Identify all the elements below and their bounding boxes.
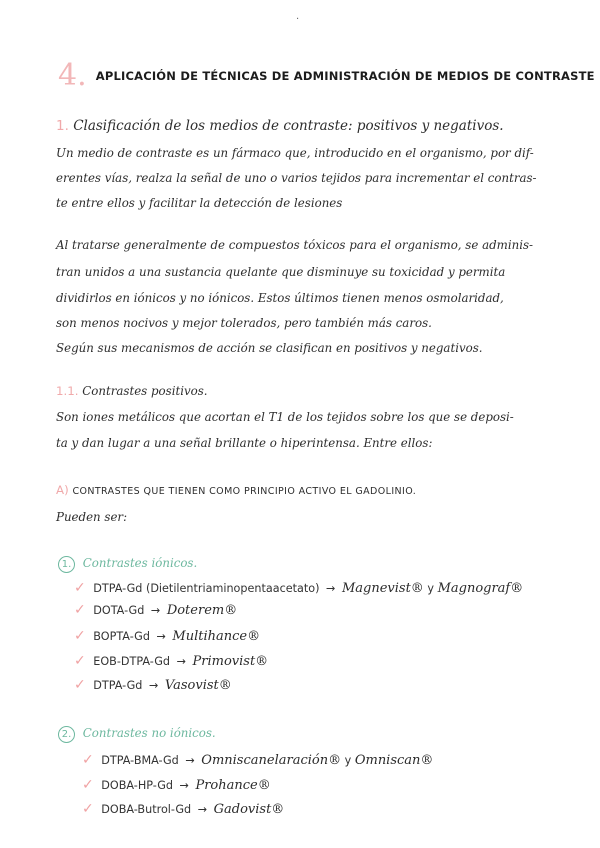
arrow-icon: → (156, 630, 166, 643)
section1-para2-line5: Según sus mecanismos de acción se clasifican en positivos y negativos. (56, 341, 483, 355)
section1-para1-line3: te entre ellos y facilitar la detección de lesiones (56, 196, 343, 210)
section1-number: 1. (56, 118, 69, 134)
brand: Omniscanelaración® (201, 753, 342, 768)
section1-para2-line1: Al tratarse generalmente de compuestos tóxicos para el organismo, se adminis- (56, 238, 534, 252)
arrow-icon: → (197, 803, 208, 816)
brand-secondary: Omniscan® (354, 753, 434, 768)
brand-secondary: Magnograf® (437, 581, 524, 596)
compound: BOPTA-Gd (93, 630, 150, 643)
subsection11-line2: ta y dan lugar a una señal brillante o hiperintensa. Entre ellos: (56, 436, 433, 450)
subsection11-heading-text: Contrastes positivos. (82, 384, 208, 398)
nonionic-heading-text: Contrastes no iónicos. (82, 726, 216, 740)
subsectionA-heading (56, 483, 576, 497)
subsectionA-heading-text: CONTRASTES QUE TIENEN COMO PRINCIPIO ACTIVO EL GADOLINIO. (72, 486, 417, 497)
compound: DTPA-Gd (Dietilentriaminopentaacetato) (93, 582, 320, 595)
compound: DOBA-Butrol-Gd (101, 803, 192, 816)
section1-para1-line2: erentes vías, realza la señal de uno o varios tejidos para incrementar el contras- (56, 171, 537, 185)
subsection11-number: 1.1. (56, 384, 79, 398)
check-icon: ✓ (74, 580, 86, 596)
compound: EOB-DTPA-Gd (93, 655, 170, 668)
subsection11-line1: Son iones metálicos que acortan el T1 de los tejidos sobre los que se deposi- (56, 410, 514, 424)
list-item (82, 777, 271, 793)
section1-para2-line3: dividirlos en iónicos y no iónicos. Estos últimos tienen menos osmolaridad, (56, 291, 504, 305)
page-dot: · (296, 14, 300, 25)
arrow-icon: → (150, 604, 161, 617)
list-item (74, 580, 523, 596)
list-item (82, 752, 433, 768)
arrow-icon: → (176, 655, 186, 668)
brand: Magnevist® (341, 581, 424, 596)
subsection11-heading (56, 384, 576, 398)
arrow-icon: → (326, 582, 336, 595)
check-icon: ✓ (74, 602, 86, 618)
brand: Gadovist® (213, 802, 285, 817)
compound: DTPA-Gd (93, 679, 143, 692)
section1-para2-line4: son menos nocivos y mejor tolerados, pero también más caros. (56, 316, 432, 330)
section1-para2-line2: tran unidos a una sustancia quelante que disminuye su toxicidad y permita (56, 265, 506, 279)
arrow-icon: → (185, 754, 195, 767)
check-icon: ✓ (82, 752, 94, 768)
arrow-icon: → (179, 779, 189, 792)
subsectionA-intro: Pueden ser: (56, 510, 128, 524)
title-number: 4. (58, 58, 87, 93)
compound: DOBA-HP-Gd (101, 779, 173, 792)
list-item (74, 653, 268, 669)
list-item (74, 628, 260, 644)
brand: Prohance® (195, 778, 271, 793)
check-icon: ✓ (74, 628, 86, 644)
list-item (74, 602, 237, 618)
brand: Doterem® (166, 603, 238, 618)
ionic-heading-text: Contrastes iónicos. (82, 556, 198, 570)
section1-heading-text: Clasificación de los medios de contraste: positivos y negativos. (73, 118, 504, 134)
connector: y (427, 582, 434, 595)
list-item (82, 801, 284, 817)
section1-heading (56, 118, 576, 134)
section1-para1-line1: Un medio de contraste es un fármaco que, introducido en el organismo, por dif- (56, 146, 534, 160)
compound: DOTA-Gd (93, 604, 145, 617)
check-icon: ✓ (82, 777, 94, 793)
subsectionA-letter: A) (56, 483, 69, 497)
arrow-icon: → (148, 679, 159, 692)
check-icon: ✓ (74, 653, 86, 669)
connector: y (344, 754, 352, 767)
check-icon: ✓ (74, 677, 86, 693)
list-item (74, 677, 232, 693)
nonionic-heading (58, 726, 578, 743)
ionic-heading (58, 556, 578, 573)
page-title (58, 58, 595, 93)
brand: Vasovist® (164, 678, 232, 693)
title-text: APLICACIÓN DE TÉCNICAS DE ADMINISTRACIÓN DE MEDIOS DE CONTRASTE (95, 68, 595, 83)
check-icon: ✓ (82, 801, 94, 817)
compound: DTPA-BMA-Gd (101, 754, 179, 767)
brand: Multihance® (172, 629, 261, 644)
ionic-number: 1. (58, 556, 75, 573)
nonionic-number: 2. (58, 726, 75, 743)
brand: Primovist® (192, 654, 269, 669)
